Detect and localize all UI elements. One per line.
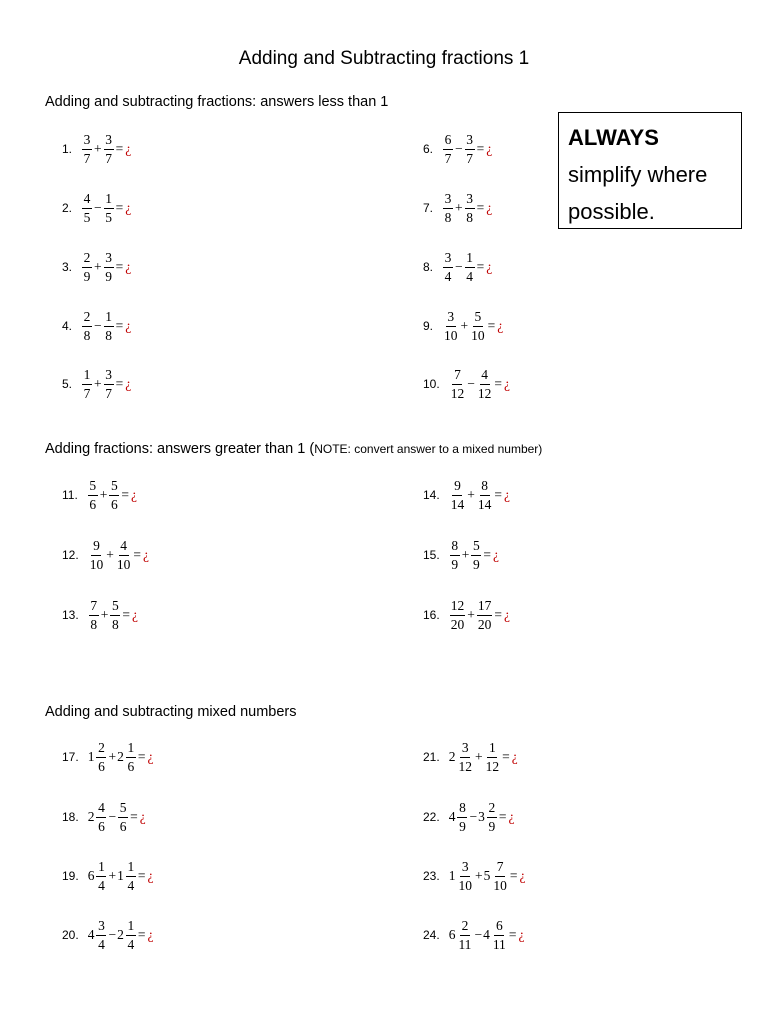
equals-sign: = — [494, 607, 502, 622]
simplify-note-box — [558, 112, 742, 229]
answer-placeholder: ¿ — [508, 809, 515, 824]
equals-sign: = — [494, 376, 502, 391]
problem-number: 1. — [62, 142, 73, 156]
whole-number: 6 — [87, 868, 95, 883]
denominator: 10 — [116, 556, 131, 572]
answer-placeholder: ¿ — [503, 487, 510, 502]
numerator: 3 — [104, 133, 114, 150]
denominator: 6 — [119, 818, 127, 834]
denominator: 8 — [466, 209, 474, 225]
denominator: 4 — [127, 877, 135, 893]
denominator: 7 — [444, 150, 452, 166]
fraction — [443, 310, 459, 342]
denominator: 10 — [89, 556, 104, 572]
section-heading-text: Adding fractions: answers greater than 1 ( — [45, 441, 315, 457]
operator: − — [94, 318, 102, 333]
whole-number: 1 — [87, 749, 95, 764]
whole-number: 4 — [87, 927, 95, 942]
numerator: 8 — [480, 479, 490, 496]
equals-sign: = — [115, 259, 124, 274]
denominator: 4 — [444, 268, 452, 284]
problem-item — [62, 856, 153, 896]
problem-number: 6. — [423, 142, 434, 156]
fraction — [82, 192, 92, 224]
numerator: 1 — [126, 741, 136, 758]
problem-number: 16. — [423, 608, 440, 622]
fraction — [485, 741, 501, 773]
numerator: 3 — [82, 133, 92, 150]
numerator: 1 — [126, 919, 136, 936]
problem-number: 21. — [423, 750, 440, 764]
problem-item — [423, 129, 492, 169]
problem-item — [423, 188, 492, 228]
answer-placeholder: ¿ — [518, 927, 525, 942]
operator: + — [106, 547, 114, 562]
fraction — [465, 251, 475, 283]
problem-number: 17. — [62, 750, 79, 764]
numerator: 8 — [450, 539, 460, 556]
fraction — [104, 251, 114, 283]
numerator: 5 — [118, 801, 128, 818]
answer-placeholder: ¿ — [125, 259, 132, 274]
fraction — [116, 539, 132, 571]
denominator: 20 — [450, 616, 465, 632]
numerator: 2 — [96, 741, 106, 758]
operator: + — [467, 607, 475, 622]
fraction — [110, 599, 120, 631]
problem-item — [62, 535, 149, 575]
fraction — [126, 860, 136, 892]
equals-sign: = — [130, 809, 138, 824]
denominator: 8 — [111, 616, 119, 632]
fraction — [457, 919, 472, 951]
denominator: 6 — [89, 496, 97, 512]
denominator: 10 — [444, 327, 458, 343]
answer-placeholder: ¿ — [519, 868, 526, 883]
operator: + — [474, 749, 483, 764]
numerator: 3 — [460, 860, 470, 877]
operator: + — [467, 487, 475, 502]
fraction — [109, 479, 119, 511]
whole-number: 1 — [117, 868, 124, 883]
problem-item — [62, 797, 146, 837]
answer-placeholder: ¿ — [139, 809, 146, 824]
fraction — [82, 133, 92, 165]
problem-number: 8. — [423, 260, 434, 274]
problem-item — [62, 475, 137, 515]
equals-sign: = — [115, 200, 124, 215]
equals-sign: = — [476, 259, 485, 274]
denominator: 12 — [485, 758, 500, 774]
section-heading-mixed-numbers: Adding and subtracting mixed numbers — [45, 704, 297, 720]
denominator: 7 — [105, 385, 113, 401]
problem-item — [423, 595, 510, 635]
denominator: 6 — [127, 758, 135, 774]
answer-placeholder: ¿ — [125, 376, 132, 391]
numerator: 3 — [443, 251, 453, 268]
whole-number: 2 — [117, 927, 124, 942]
equals-sign: = — [121, 487, 130, 502]
answer-placeholder: ¿ — [503, 376, 510, 391]
denominator: 6 — [98, 818, 105, 834]
problem-number: 24. — [423, 928, 440, 942]
numerator: 5 — [109, 479, 119, 496]
problem-number: 18. — [62, 810, 79, 824]
numerator: 2 — [82, 310, 92, 327]
operator: + — [460, 318, 469, 333]
note-label: NOTE — [314, 442, 348, 456]
fraction — [104, 310, 114, 342]
denominator: 9 — [83, 268, 91, 284]
numerator: 3 — [104, 251, 114, 268]
fraction — [471, 539, 481, 571]
fraction — [492, 860, 508, 892]
whole-number: 2 — [87, 809, 95, 824]
fraction — [104, 133, 114, 165]
denominator: 11 — [492, 936, 506, 952]
problem-item — [423, 737, 518, 777]
operator: + — [99, 487, 108, 502]
numerator: 12 — [450, 599, 466, 616]
fraction — [104, 368, 114, 400]
denominator: 9 — [105, 268, 113, 284]
fraction — [118, 801, 128, 833]
fraction — [89, 599, 99, 631]
problem-number: 4. — [62, 319, 73, 333]
problem-number: 12. — [62, 548, 79, 562]
numerator: 2 — [82, 251, 92, 268]
denominator: 5 — [105, 209, 113, 225]
fraction — [457, 801, 467, 833]
numerator: 1 — [96, 860, 106, 877]
denominator: 5 — [83, 209, 91, 225]
fraction — [477, 599, 493, 631]
numerator: 3 — [443, 192, 453, 209]
numerator: 5 — [473, 310, 483, 327]
numerator: 1 — [126, 860, 136, 877]
problem-item — [62, 595, 138, 635]
answer-placeholder: ¿ — [147, 749, 154, 764]
fraction — [465, 192, 475, 224]
numerator: 17 — [477, 599, 493, 616]
numerator: 8 — [457, 801, 467, 818]
fraction — [82, 310, 92, 342]
answer-placeholder: ¿ — [497, 318, 504, 333]
numerator: 3 — [465, 133, 475, 150]
operator: − — [108, 927, 117, 942]
problem-item — [62, 306, 131, 346]
note-box-emphasis: ALWAYS — [568, 125, 659, 150]
problem-number: 2. — [62, 201, 73, 215]
problem-number: 19. — [62, 869, 79, 883]
equals-sign: = — [115, 141, 124, 156]
numerator: 7 — [452, 368, 462, 385]
numerator: 3 — [104, 368, 114, 385]
operator: + — [455, 200, 463, 215]
answer-placeholder: ¿ — [486, 200, 493, 215]
numerator: 4 — [82, 192, 92, 209]
fraction — [96, 741, 106, 773]
answer-placeholder: ¿ — [492, 547, 499, 562]
equals-sign: = — [137, 749, 146, 764]
fraction — [89, 539, 105, 571]
numerator: 7 — [495, 860, 505, 877]
operator: − — [455, 259, 463, 274]
denominator: 4 — [127, 936, 135, 952]
equals-sign: = — [115, 376, 124, 391]
denominator: 7 — [466, 150, 474, 166]
answer-placeholder: ¿ — [147, 927, 154, 942]
numerator: 4 — [480, 368, 490, 385]
problem-item — [423, 306, 503, 346]
fraction — [450, 368, 466, 400]
problem-item — [423, 364, 510, 404]
problem-number: 23. — [423, 869, 440, 883]
denominator: 10 — [471, 327, 485, 343]
operator: + — [94, 259, 102, 274]
answer-placeholder: ¿ — [131, 487, 138, 502]
problem-number: 7. — [423, 201, 434, 215]
problem-item — [423, 856, 525, 896]
denominator: 7 — [105, 150, 113, 166]
fraction — [457, 860, 473, 892]
problem-number: 11. — [62, 488, 78, 502]
denominator: 8 — [444, 209, 452, 225]
answer-placeholder: ¿ — [125, 200, 132, 215]
numerator: 3 — [465, 192, 475, 209]
answer-placeholder: ¿ — [486, 141, 493, 156]
problem-item — [423, 247, 492, 287]
denominator: 10 — [458, 877, 472, 893]
answer-placeholder: ¿ — [511, 749, 518, 764]
fraction — [450, 599, 466, 631]
operator: − — [455, 141, 463, 156]
page-title: Adding and Subtracting fractions 1 — [238, 48, 530, 69]
note-text: : convert answer to a mixed number) — [347, 442, 543, 456]
whole-number: 2 — [448, 749, 456, 764]
numerator: 5 — [110, 599, 120, 616]
fraction — [450, 539, 460, 571]
numerator: 2 — [487, 801, 497, 818]
section-heading-greater-than-one — [45, 441, 542, 457]
operator: − — [94, 200, 102, 215]
numerator: 1 — [104, 192, 114, 209]
denominator: 6 — [111, 496, 118, 512]
problem-number: 20. — [62, 928, 79, 942]
equals-sign: = — [137, 927, 146, 942]
whole-number: 4 — [483, 927, 490, 942]
equals-sign: = — [502, 749, 510, 764]
problem-number: 22. — [423, 810, 440, 824]
fraction — [470, 310, 486, 342]
denominator: 12 — [477, 385, 492, 401]
operator: + — [100, 607, 109, 622]
denominator: 6 — [98, 758, 105, 774]
fraction — [465, 133, 475, 165]
operator: − — [474, 927, 483, 942]
operator: − — [467, 376, 475, 391]
operator: + — [108, 749, 117, 764]
equals-sign: = — [508, 927, 517, 942]
numerator: 1 — [465, 251, 475, 268]
denominator: 11 — [458, 936, 472, 952]
equals-sign: = — [122, 607, 130, 622]
numerator: 5 — [88, 479, 98, 496]
operator: − — [469, 809, 478, 824]
numerator: 7 — [89, 599, 99, 616]
problem-item — [423, 475, 510, 515]
denominator: 14 — [477, 496, 492, 512]
fraction — [126, 741, 136, 773]
numerator: 3 — [96, 919, 106, 936]
problem-item — [423, 915, 524, 955]
equals-sign: = — [494, 487, 502, 502]
denominator: 12 — [450, 385, 465, 401]
equals-sign: = — [509, 868, 518, 883]
answer-placeholder: ¿ — [125, 141, 132, 156]
fraction — [96, 860, 106, 892]
operator: − — [108, 809, 117, 824]
problem-number: 5. — [62, 377, 73, 391]
denominator: 10 — [493, 877, 507, 893]
problem-number: 10. — [423, 377, 440, 391]
equals-sign: = — [498, 809, 507, 824]
problem-item — [62, 364, 131, 404]
problem-number: 13. — [62, 608, 79, 622]
denominator: 4 — [466, 268, 474, 284]
fraction — [88, 479, 98, 511]
numerator: 6 — [443, 133, 453, 150]
numerator: 3 — [460, 741, 470, 758]
answer-placeholder: ¿ — [147, 868, 154, 883]
numerator: 2 — [460, 919, 470, 936]
fraction — [487, 801, 497, 833]
fraction — [82, 368, 92, 400]
denominator: 8 — [105, 327, 113, 343]
problem-number: 3. — [62, 260, 73, 274]
answer-placeholder: ¿ — [486, 259, 493, 274]
numerator: 9 — [452, 479, 462, 496]
fraction — [477, 479, 493, 511]
fraction — [96, 801, 106, 833]
fraction — [450, 479, 466, 511]
note-box-line: simplify where — [568, 162, 708, 187]
whole-number: 4 — [448, 809, 456, 824]
fraction — [443, 251, 453, 283]
denominator: 9 — [472, 556, 480, 572]
numerator: 6 — [494, 919, 504, 936]
equals-sign: = — [487, 318, 496, 333]
problem-number: 9. — [423, 319, 434, 333]
equals-sign: = — [476, 141, 485, 156]
numerator: 3 — [446, 310, 456, 327]
note-box-line: possible. — [568, 199, 655, 224]
operator: + — [94, 141, 102, 156]
equals-sign: = — [115, 318, 124, 333]
denominator: 7 — [83, 150, 91, 166]
problem-item — [62, 129, 131, 169]
fraction — [477, 368, 493, 400]
fraction — [492, 919, 507, 951]
equals-sign: = — [483, 547, 491, 562]
whole-number: 5 — [483, 868, 491, 883]
numerator: 9 — [91, 539, 101, 556]
denominator: 7 — [83, 385, 91, 401]
numerator: 1 — [104, 310, 114, 327]
problem-item — [423, 797, 514, 837]
answer-placeholder: ¿ — [142, 547, 149, 562]
fraction — [82, 251, 92, 283]
fraction — [104, 192, 114, 224]
numerator: 1 — [82, 368, 92, 385]
numerator: 4 — [119, 539, 129, 556]
whole-number: 6 — [448, 927, 456, 942]
denominator: 14 — [450, 496, 465, 512]
fraction — [126, 919, 136, 951]
problem-number: 14. — [423, 488, 440, 502]
operator: + — [461, 547, 470, 562]
problem-item — [423, 535, 499, 575]
denominator: 9 — [451, 556, 459, 572]
answer-placeholder: ¿ — [131, 607, 138, 622]
operator: + — [108, 868, 117, 883]
answer-placeholder: ¿ — [125, 318, 132, 333]
problem-item — [62, 915, 153, 955]
fraction — [457, 741, 473, 773]
section-heading-less-than-one: Adding and subtracting fractions: answers less than 1 — [45, 94, 389, 110]
fraction — [96, 919, 106, 951]
denominator: 20 — [477, 616, 492, 632]
numerator: 1 — [487, 741, 497, 758]
answer-placeholder: ¿ — [503, 607, 510, 622]
whole-number: 3 — [478, 809, 485, 824]
denominator: 8 — [90, 616, 98, 632]
denominator: 9 — [488, 818, 496, 834]
operator: + — [474, 868, 483, 883]
denominator: 12 — [458, 758, 472, 774]
numerator: 4 — [96, 801, 106, 818]
denominator: 4 — [98, 877, 105, 893]
operator: + — [94, 376, 102, 391]
whole-number: 2 — [117, 749, 124, 764]
fraction — [443, 192, 453, 224]
denominator: 4 — [98, 936, 105, 952]
denominator: 8 — [83, 327, 91, 343]
problem-item — [62, 188, 131, 228]
equals-sign: = — [133, 547, 141, 562]
numerator: 5 — [471, 539, 481, 556]
denominator: 9 — [459, 818, 466, 834]
equals-sign: = — [476, 200, 485, 215]
problem-number: 15. — [423, 548, 440, 562]
fraction — [443, 133, 453, 165]
equals-sign: = — [137, 868, 146, 883]
problem-item — [62, 247, 131, 287]
whole-number: 1 — [448, 868, 456, 883]
problem-item — [62, 737, 153, 777]
